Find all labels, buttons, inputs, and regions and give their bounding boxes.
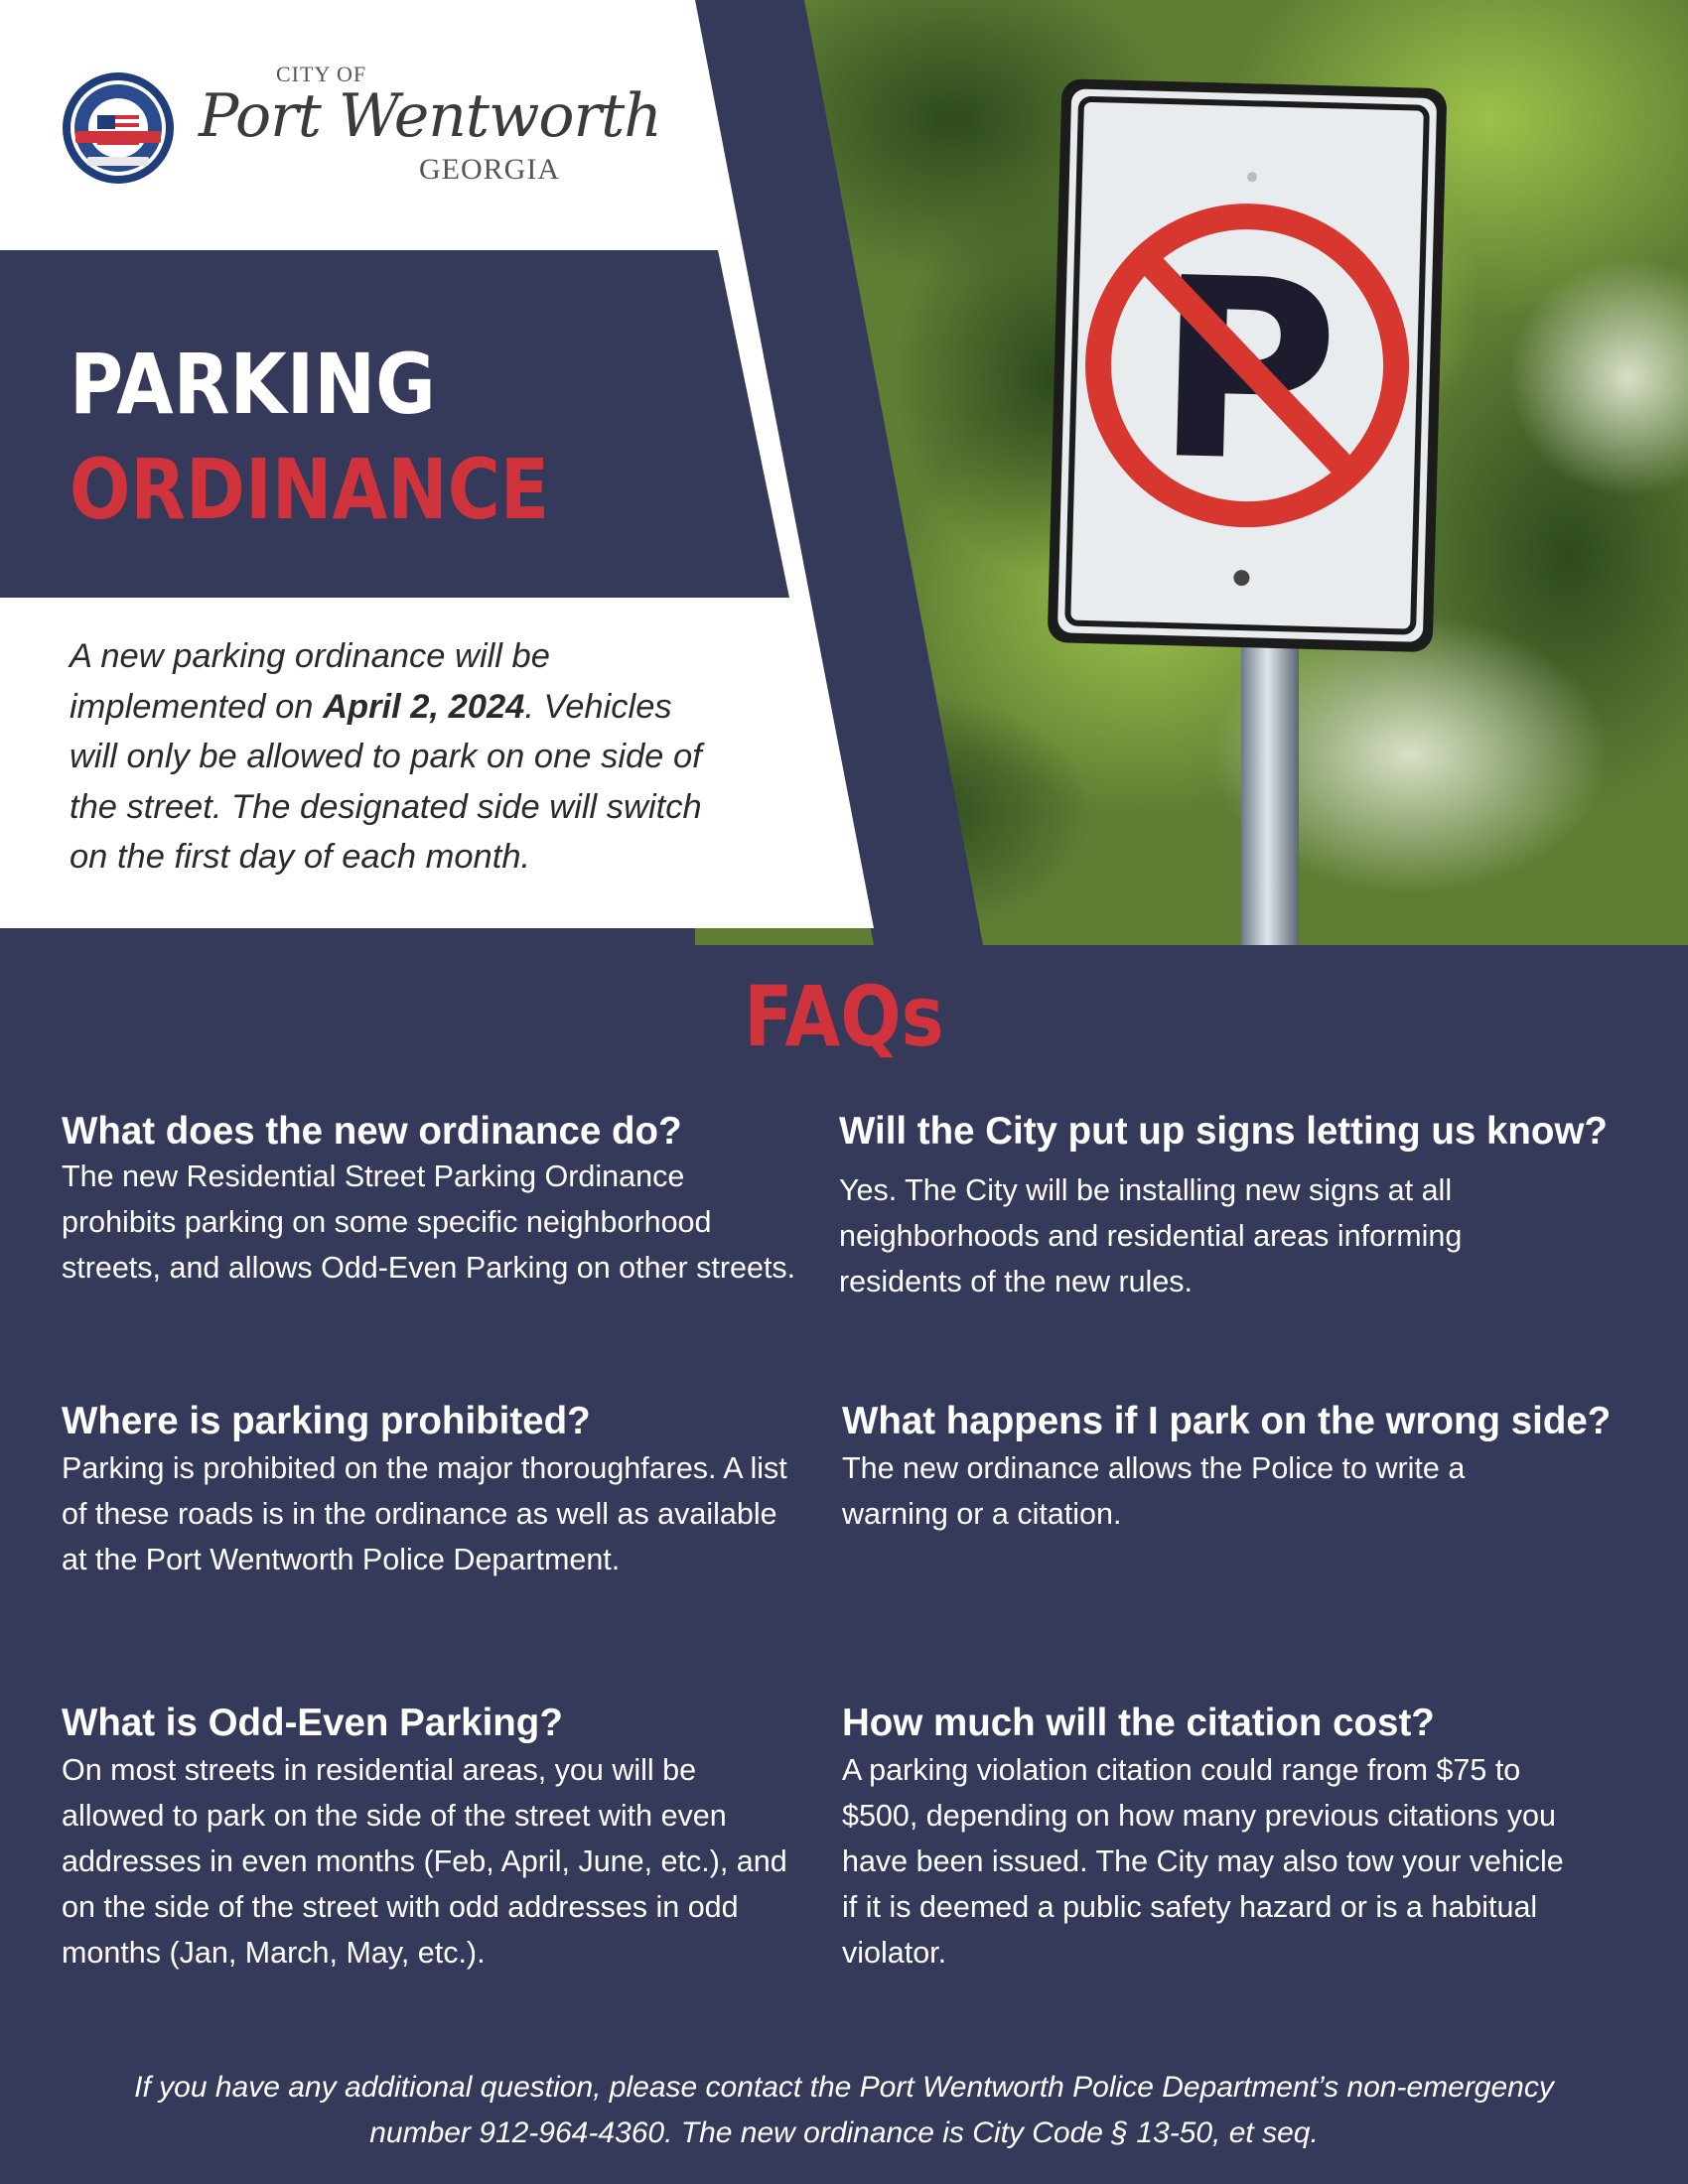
faq-answer: The new ordinance allows the Police to write a warning or a citation. — [842, 1451, 1466, 1531]
intro-part2: . Vehicles will only be allowed to park on one side of the street. The designated side will switch on the first day of each month. — [70, 687, 702, 876]
faq-answer: On most streets in residential areas, you will be allowed to park on the side of the street with even addresses in even months (Feb, April, June, etc.), and on the side of the street with odd addresses in odd months (Jan, March, May, etc.). — [62, 1753, 787, 1970]
faq-item — [842, 1700, 1577, 1976]
title-parking: PARKING — [70, 336, 436, 433]
faqs-heading: FAQs — [744, 968, 944, 1065]
faq-answer: Parking is prohibited on the major thoroughfares. A list of these roads is in the ordinance as well as available at the Port Wentworth Police Department. — [62, 1451, 787, 1576]
faq-question: How much will the citation cost? — [842, 1702, 1435, 1744]
intro-date: April 2, 2024 — [323, 687, 525, 726]
faq-answer: A parking violation citation could range from $75 to $500, depending on how many previous citations you have been issued. The City may also tow your vehicle if it is deemed a public safety hazard or is a habitual violator. — [842, 1753, 1564, 1970]
logo-city-name: Port Wentworth — [199, 81, 661, 151]
faq-item — [62, 1700, 796, 1976]
intro-part1: A new parking ordinance will be implemented on — [70, 637, 550, 726]
faq-item — [842, 1398, 1612, 1537]
logo-state: GEORGIA — [419, 153, 560, 186]
faq-item — [62, 1398, 796, 1582]
footer-contact-note: If you have any additional question, please contact the Port Wentworth Police Department’s non-emergency number 912-964-4360. The new ordinance is City Code § 13-50, et seq. — [134, 2071, 1554, 2149]
faq-question: What happens if I park on the wrong side? — [842, 1400, 1612, 1442]
faq-question: What is Odd-Even Parking? — [62, 1702, 563, 1744]
faq-question: What does the new ordinance do? — [62, 1110, 682, 1153]
faq-answer: The new Residential Street Parking Ordinance prohibits parking on some specific neighborhood streets, and allows Odd-Even Parking on other streets. — [62, 1160, 796, 1285]
intro-text — [70, 631, 715, 883]
logo-city-of: CITY OF — [276, 62, 367, 86]
city-seal-icon — [60, 69, 177, 187]
city-logo — [60, 62, 661, 191]
faq-answer: Yes. The City will be installing new signs at all neighborhoods and residential areas informing residents of the new rules. — [839, 1173, 1463, 1298]
faq-item — [62, 1108, 796, 1291]
faq-question: Will the City put up signs letting us know? — [839, 1110, 1608, 1153]
faq-item — [839, 1108, 1608, 1304]
title-ordinance: ORDINANCE — [70, 441, 550, 538]
faq-question: Where is parking prohibited? — [62, 1400, 591, 1442]
